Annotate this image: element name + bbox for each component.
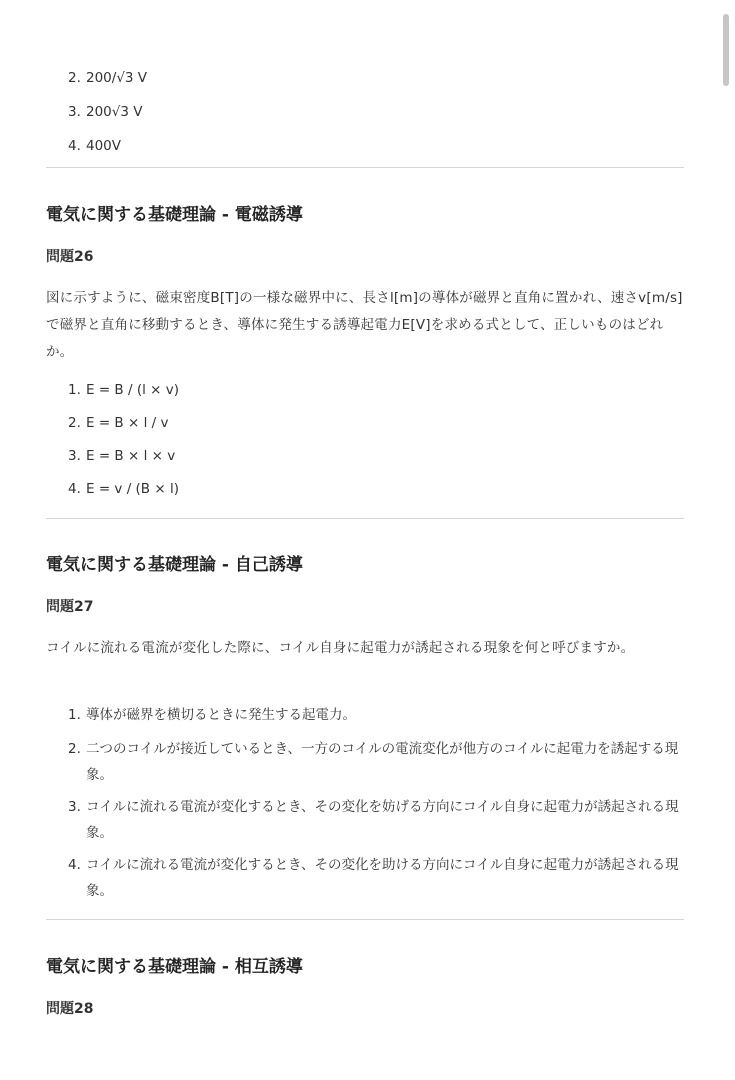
option-list	[46, 374, 684, 506]
option-number: 3.	[68, 448, 81, 464]
section-title: 電気に関する基礎理論 - 電磁誘導	[46, 205, 303, 225]
option-text: E = B × l / v	[86, 415, 169, 431]
option-text: コイルに流れる電流が変化するとき、その変化を助ける方向にコイル自身に起電力が誘起される現象。	[86, 857, 679, 899]
section-title: 電気に関する基礎理論 - 相互誘導	[46, 957, 303, 977]
section-divider	[46, 518, 684, 519]
option-number: 4.	[68, 857, 81, 873]
list-item	[46, 95, 684, 129]
list-item	[46, 702, 684, 728]
list-item	[46, 374, 684, 407]
section-title: 電気に関する基礎理論 - 自己誘導	[46, 555, 303, 575]
section-divider	[46, 167, 684, 168]
option-number: 3.	[68, 104, 81, 120]
question-number: 問題26	[46, 249, 94, 265]
prev-option-list	[46, 61, 684, 163]
list-item	[46, 794, 684, 846]
option-text: 400V	[86, 138, 122, 154]
option-text: 200/√3 V	[86, 70, 148, 86]
option-text: 二つのコイルが接近しているとき、一方のコイルの電流変化が他方のコイルに起電力を誘起する現象。	[86, 741, 679, 783]
list-item	[46, 407, 684, 440]
question-text: 図に示すように、磁束密度B[T]の一様な磁界中に、長さl[m]の導体が磁界と直角に置かれ、速さv[m/s]で磁界と直角に移動するとき、導体に発生する誘導起電力E[V]を求める式として、正しいものはどれか。	[46, 290, 683, 360]
list-item	[46, 473, 684, 506]
list-item	[46, 440, 684, 473]
option-text: E = v / (B × l)	[86, 481, 179, 497]
option-number: 2.	[68, 70, 81, 86]
question-number: 問題28	[46, 1001, 94, 1017]
question-text: コイルに流れる電流が変化した際に、コイル自身に起電力が誘起される現象を何と呼びますか。	[46, 640, 635, 656]
option-list	[46, 702, 684, 904]
list-item	[46, 61, 684, 95]
option-number: 4.	[68, 138, 81, 154]
option-text: 導体が磁界を横切るときに発生する起電力。	[86, 707, 356, 723]
option-number: 2.	[68, 741, 81, 757]
option-text: コイルに流れる電流が変化するとき、その変化を妨げる方向にコイル自身に起電力が誘起される現象。	[86, 799, 679, 841]
list-item	[46, 852, 684, 904]
option-number: 3.	[68, 799, 81, 815]
option-number: 1.	[68, 382, 81, 398]
option-text: 200√3 V	[86, 104, 143, 120]
list-item	[46, 129, 684, 163]
section-divider	[46, 919, 684, 920]
option-number: 4.	[68, 481, 81, 497]
question-number: 問題27	[46, 599, 94, 615]
option-number: 2.	[68, 415, 81, 431]
option-text: E = B × l × v	[86, 448, 176, 464]
scrollbar-thumb[interactable]	[723, 14, 729, 86]
option-number: 1.	[68, 707, 81, 723]
option-text: E = B / (l × v)	[86, 382, 179, 398]
list-item	[46, 736, 684, 788]
